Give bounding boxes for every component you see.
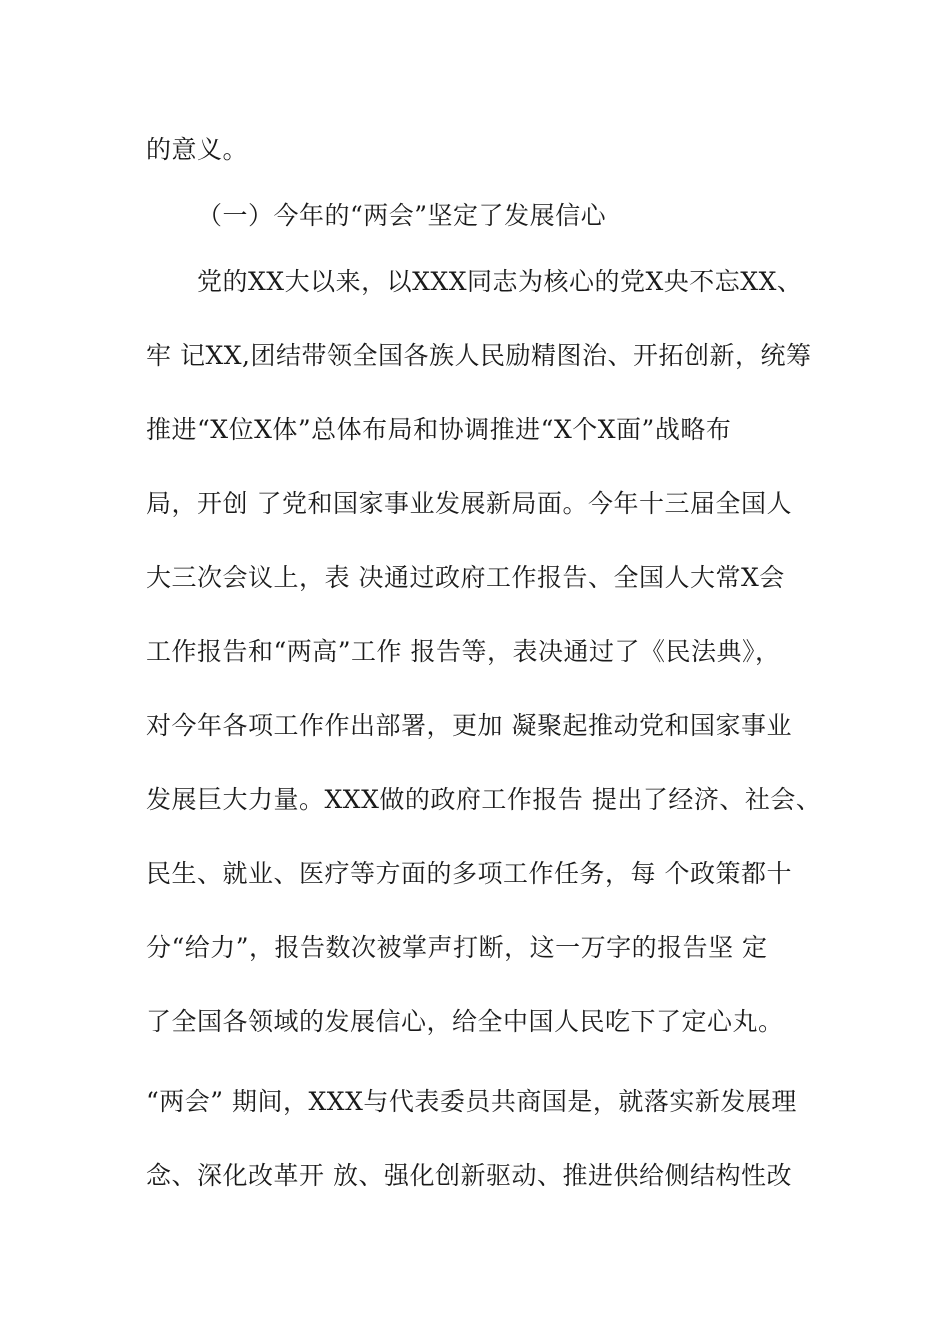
text-line: “两会” 期间，XXX与代表委员共商国是，就落实新发展理	[146, 1087, 797, 1116]
section-heading: （一）今年的“两会”坚定了发展信心	[197, 201, 607, 230]
text-line: 了全国各领域的发展信心，给全中国人民吃下了定心丸。	[146, 1007, 784, 1036]
text-line: 分“给力”，报告数次被掌声打断，这一万字的报告坚 定	[146, 933, 768, 962]
text-line: 发展巨大力量。XXX做的政府工作报告 提出了经济、社会、	[146, 785, 822, 814]
text-line: 推进“X位X体”总体布局和协调推进“X个X面”战略布	[146, 415, 732, 444]
text-line: 工作报告和“两高”工作 报告等，表决通过了《民法典》，	[146, 637, 781, 666]
text-line: 的意义。	[146, 135, 249, 164]
paragraph-first-line: 党的XX大以来，以XXX同志为核心的党X央不忘XX、	[197, 267, 803, 296]
text-line: 民生、就业、医疗等方面的多项工作任务，每 个政策都十	[146, 859, 792, 888]
text-line: 念、深化改革开 放、强化创新驱动、推进供给侧结构性改	[146, 1161, 792, 1190]
text-line: 牢 记XX,团结带领全国各族人民励精图治、开拓创新，统筹	[146, 341, 812, 370]
text-line: 局，开创 了党和国家事业发展新局面。今年十三届全国人	[146, 489, 792, 518]
text-line: 对今年各项工作作出部署，更加 凝聚起推动党和国家事业	[146, 711, 792, 740]
text-line: 大三次会议上，表 决通过政府工作报告、全国人大常X会	[146, 563, 785, 592]
